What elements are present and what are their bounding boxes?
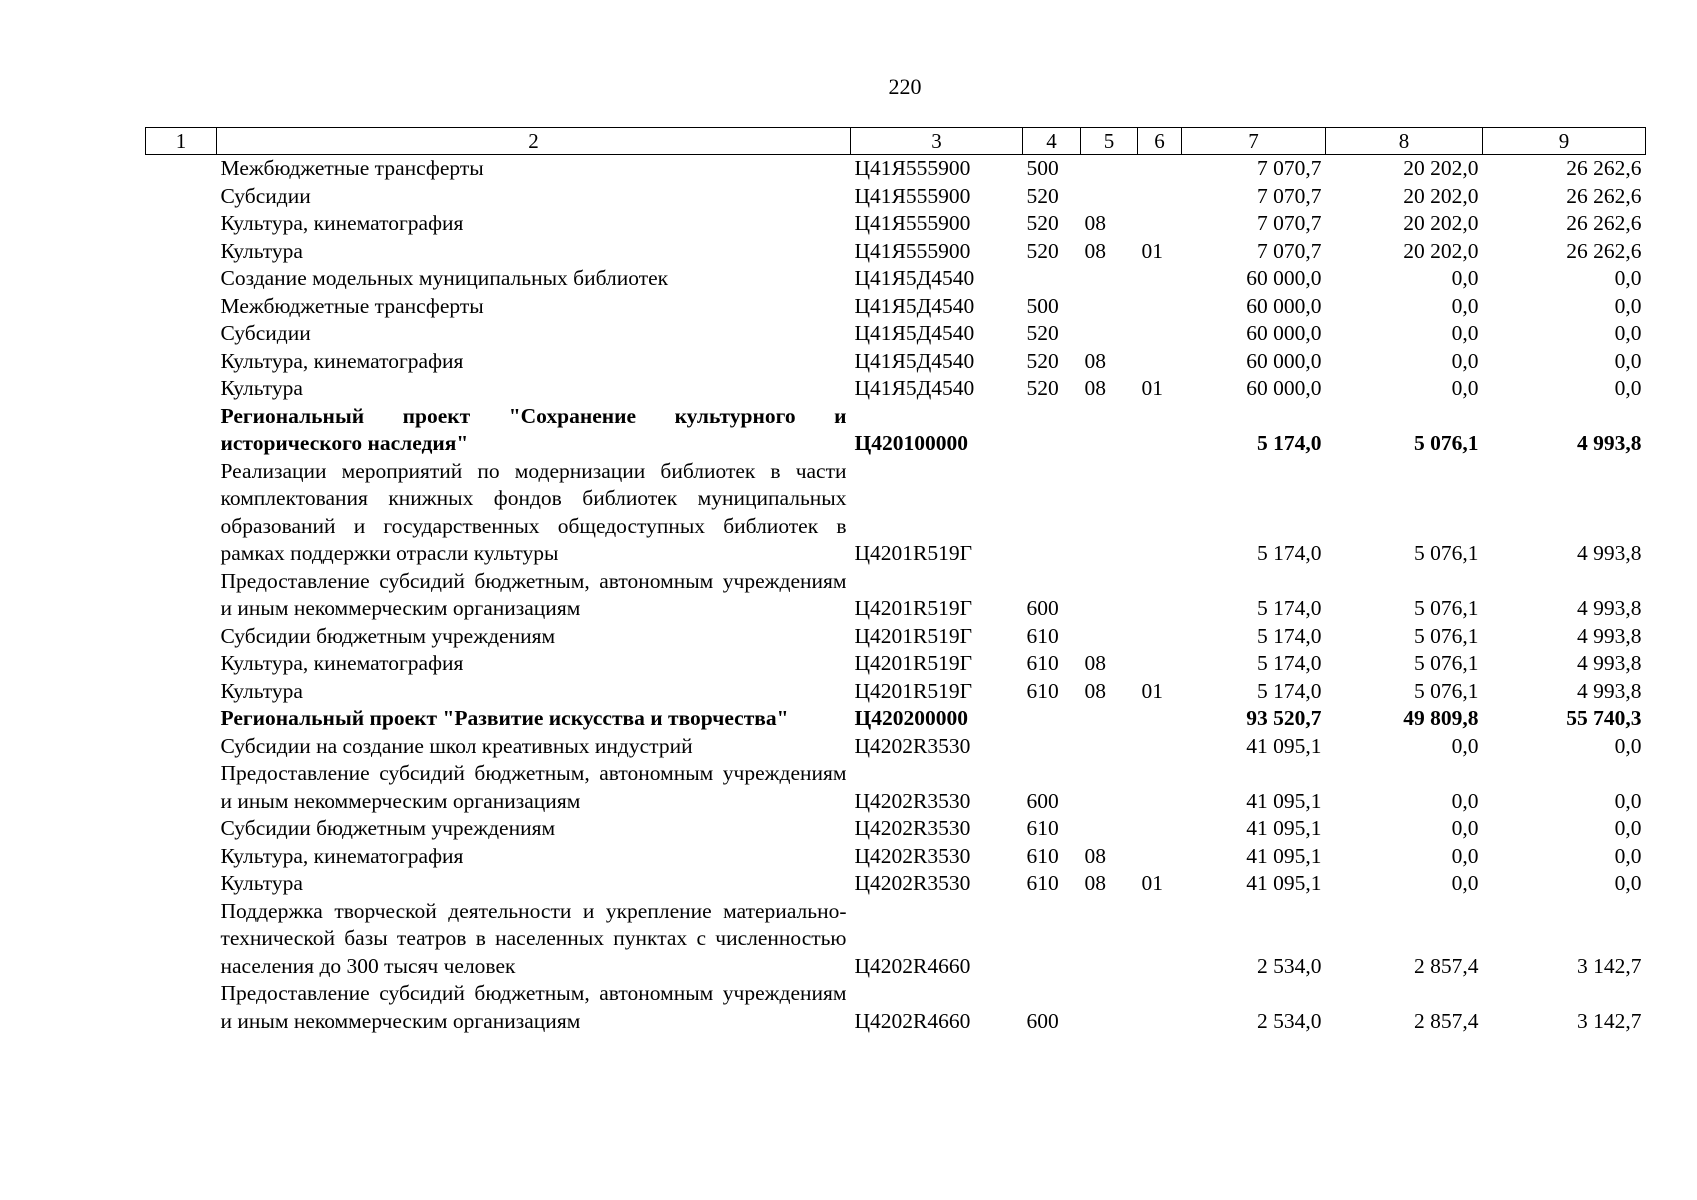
target-code: Ц41Я5Д4540 <box>854 348 975 373</box>
empty-cell <box>146 980 217 1035</box>
row-name: Культура, кинематография <box>220 651 464 675</box>
expense-type <box>1023 733 1081 761</box>
amount-col-8: 49 809,8 <box>1403 706 1479 730</box>
column-header: 9 <box>1483 128 1646 155</box>
target-code: Ц4201R519Г <box>854 678 973 703</box>
target-code: Ц4201R519Г <box>854 541 973 565</box>
row-name: Предоставление субсидий бюджетным, автономным учреждениям и иным некоммерческим организациям <box>220 981 847 1033</box>
table-row <box>146 870 1646 898</box>
empty-cell <box>146 623 217 651</box>
table-body <box>146 155 1646 1036</box>
amount-col-9: 0,0 <box>1614 293 1642 318</box>
empty-cell <box>146 870 217 898</box>
column-header: 2 <box>217 128 851 155</box>
row-name: Межбюджетные трансферты <box>220 156 484 180</box>
section-code <box>1081 815 1138 843</box>
amount-col-9: 26 262,6 <box>1566 156 1642 180</box>
section-code: 08 <box>1084 871 1106 895</box>
expense-type: 520 <box>1026 211 1059 235</box>
target-code: Ц41Я5Д4540 <box>854 266 975 290</box>
table-row <box>146 375 1646 403</box>
section-code <box>1081 320 1138 348</box>
empty-cell <box>146 210 217 238</box>
amount-col-8: 20 202,0 <box>1403 183 1479 208</box>
table-row <box>146 623 1646 651</box>
expense-type: 520 <box>1026 348 1059 373</box>
subsection-code <box>1138 705 1182 733</box>
target-code: Ц4202R3530 <box>854 788 971 813</box>
section-code <box>1081 898 1138 981</box>
amount-col-8: 0,0 <box>1451 321 1479 345</box>
amount-col-7: 2 534,0 <box>1257 1008 1322 1033</box>
amount-col-9: 4 993,8 <box>1577 541 1642 565</box>
target-code: Ц4201R519Г <box>854 596 973 620</box>
table-row <box>146 348 1646 376</box>
section-code: 08 <box>1084 211 1106 235</box>
amount-col-8: 0,0 <box>1451 293 1479 318</box>
column-header: 3 <box>851 128 1023 155</box>
empty-cell <box>146 348 217 376</box>
row-name: Межбюджетные трансферты <box>220 293 484 318</box>
amount-col-7: 60 000,0 <box>1246 266 1322 290</box>
amount-col-9: 4 993,8 <box>1577 651 1642 675</box>
expense-type: 600 <box>1026 1008 1059 1033</box>
table-row <box>146 843 1646 871</box>
amount-col-8: 5 076,1 <box>1414 596 1479 620</box>
section-code <box>1081 705 1138 733</box>
target-code: Ц4202R3530 <box>854 733 971 758</box>
section-code: 08 <box>1084 238 1106 263</box>
row-name: Субсидии бюджетным учреждениям <box>220 816 556 840</box>
target-code: Ц420200000 <box>854 706 968 730</box>
row-name: Культура <box>220 238 303 263</box>
amount-col-7: 5 174,0 <box>1257 431 1322 455</box>
target-code: Ц41Я555900 <box>854 238 971 263</box>
amount-col-7: 5 174,0 <box>1257 678 1322 703</box>
header-row <box>146 128 1646 155</box>
section-code <box>1081 568 1138 623</box>
table-row <box>146 815 1646 843</box>
table-row <box>146 678 1646 706</box>
amount-col-8: 20 202,0 <box>1403 211 1479 235</box>
amount-col-8: 0,0 <box>1451 788 1479 813</box>
section-code <box>1081 980 1138 1035</box>
expense-type <box>1023 705 1081 733</box>
expense-type: 610 <box>1026 651 1059 675</box>
section-code <box>1081 183 1138 211</box>
table-row <box>146 568 1646 623</box>
target-code: Ц4202R3530 <box>854 816 971 840</box>
empty-cell <box>146 843 217 871</box>
subsection-code <box>1138 898 1182 981</box>
column-header: 1 <box>146 128 217 155</box>
amount-col-7: 5 174,0 <box>1257 623 1322 648</box>
expense-type: 500 <box>1026 293 1059 318</box>
amount-col-7: 5 174,0 <box>1257 651 1322 675</box>
target-code: Ц4202R3530 <box>854 843 971 868</box>
target-code: Ц420100000 <box>854 431 968 455</box>
empty-cell <box>146 238 217 266</box>
amount-col-9: 4 993,8 <box>1577 431 1642 455</box>
subsection-code <box>1138 815 1182 843</box>
amount-col-9: 26 262,6 <box>1566 211 1642 235</box>
amount-col-7: 41 095,1 <box>1246 816 1322 840</box>
target-code: Ц41Я5Д4540 <box>854 321 975 345</box>
empty-cell <box>146 458 217 568</box>
amount-col-8: 5 076,1 <box>1414 651 1479 675</box>
column-header: 6 <box>1138 128 1182 155</box>
section-code: 08 <box>1084 678 1106 703</box>
amount-col-8: 5 076,1 <box>1414 678 1479 703</box>
target-code: Ц41Я5Д4540 <box>854 376 975 400</box>
target-code: Ц4202R3530 <box>854 871 971 895</box>
amount-col-9: 4 993,8 <box>1577 623 1642 648</box>
subsection-code <box>1138 320 1182 348</box>
section-code <box>1081 265 1138 293</box>
subsection-code: 01 <box>1141 871 1163 895</box>
empty-cell <box>146 678 217 706</box>
section-code <box>1081 623 1138 651</box>
amount-col-7: 60 000,0 <box>1246 293 1322 318</box>
row-name: Предоставление субсидий бюджетным, автономным учреждениям и иным некоммерческим организациям <box>220 761 847 813</box>
amount-col-7: 41 095,1 <box>1246 843 1322 868</box>
empty-cell <box>146 183 217 211</box>
amount-col-8: 2 857,4 <box>1414 1008 1479 1033</box>
table-row <box>146 183 1646 211</box>
section-code <box>1081 155 1138 183</box>
empty-cell <box>146 155 217 183</box>
amount-col-7: 5 174,0 <box>1257 541 1322 565</box>
empty-cell <box>146 898 217 981</box>
amount-col-8: 20 202,0 <box>1403 156 1479 180</box>
subsection-code <box>1138 623 1182 651</box>
subsection-code <box>1138 183 1182 211</box>
empty-cell <box>146 320 217 348</box>
empty-cell <box>146 375 217 403</box>
expense-type: 610 <box>1026 843 1059 868</box>
amount-col-8: 0,0 <box>1451 266 1479 290</box>
amount-col-7: 5 174,0 <box>1257 596 1322 620</box>
table-row <box>146 898 1646 981</box>
amount-col-8: 0,0 <box>1451 376 1479 400</box>
expense-type: 600 <box>1026 788 1059 813</box>
table-row <box>146 733 1646 761</box>
amount-col-9: 26 262,6 <box>1566 238 1642 263</box>
subsection-code <box>1138 348 1182 376</box>
empty-cell <box>146 733 217 761</box>
empty-cell <box>146 815 217 843</box>
expense-type: 610 <box>1026 678 1059 703</box>
page-number: 220 <box>888 74 922 99</box>
subsection-code <box>1138 265 1182 293</box>
amount-col-7: 7 070,7 <box>1257 156 1322 180</box>
subsection-code <box>1138 980 1182 1035</box>
subsection-code <box>1138 403 1182 458</box>
expense-type: 520 <box>1026 321 1059 345</box>
amount-col-7: 60 000,0 <box>1246 376 1322 400</box>
empty-cell <box>146 403 217 458</box>
subsection-code: 01 <box>1141 376 1163 400</box>
amount-col-9: 3 142,7 <box>1577 953 1642 978</box>
section-code: 08 <box>1084 843 1106 868</box>
target-code: Ц4201R519Г <box>854 651 973 675</box>
section-code <box>1081 403 1138 458</box>
row-name: Культура <box>220 678 303 703</box>
table-row <box>146 293 1646 321</box>
row-name: Создание модельных муниципальных библиотек <box>220 266 669 290</box>
subsection-code: 01 <box>1141 678 1163 703</box>
amount-col-9: 3 142,7 <box>1577 1008 1642 1033</box>
amount-col-9: 0,0 <box>1614 266 1642 290</box>
section-code <box>1081 760 1138 815</box>
expense-type: 520 <box>1026 238 1059 263</box>
table-row <box>146 705 1646 733</box>
row-name: Субсидии <box>220 321 311 345</box>
row-name: Культура, кинематография <box>220 843 464 868</box>
row-name: Субсидии бюджетным учреждениям <box>220 623 556 648</box>
table-row <box>146 650 1646 678</box>
table-row <box>146 458 1646 568</box>
amount-col-9: 0,0 <box>1614 816 1642 840</box>
row-name: Региональный проект "Сохранение культурного и исторического наследия" <box>220 403 847 455</box>
amount-col-7: 93 520,7 <box>1246 706 1322 730</box>
table-row <box>146 155 1646 183</box>
amount-col-9: 0,0 <box>1614 733 1642 758</box>
column-header: 5 <box>1081 128 1138 155</box>
amount-col-7: 41 095,1 <box>1246 788 1322 813</box>
table-row <box>146 760 1646 815</box>
amount-col-9: 0,0 <box>1614 348 1642 373</box>
subsection-code <box>1138 733 1182 761</box>
amount-col-9: 4 993,8 <box>1577 678 1642 703</box>
amount-col-9: 0,0 <box>1614 376 1642 400</box>
target-code: Ц4202R4660 <box>854 1008 971 1033</box>
expense-type: 610 <box>1026 871 1059 895</box>
row-name: Поддержка творческой деятельности и укрепление материально-технической базы театров в населенных пунктах с численностью населения до 300 тысяч человек <box>220 898 847 978</box>
table-row <box>146 320 1646 348</box>
target-code: Ц41Я5Д4540 <box>854 293 975 318</box>
row-name: Культура, кинематография <box>220 211 464 235</box>
amount-col-7: 60 000,0 <box>1246 321 1322 345</box>
row-name: Реализации мероприятий по модернизации библиотек в части комплектования книжных фондов библиотек муниципальных образований и государственных общедоступных библиотек в рамках поддержки отрасли культуры <box>220 458 847 565</box>
amount-col-7: 2 534,0 <box>1257 953 1322 978</box>
amount-col-8: 0,0 <box>1451 348 1479 373</box>
amount-col-8: 5 076,1 <box>1414 623 1479 648</box>
expense-type <box>1023 458 1081 568</box>
row-name: Культура <box>220 871 303 895</box>
column-header: 8 <box>1326 128 1483 155</box>
table-row <box>146 265 1646 293</box>
column-header: 4 <box>1023 128 1081 155</box>
expense-type: 600 <box>1026 596 1059 620</box>
expense-type: 520 <box>1026 376 1059 400</box>
subsection-code <box>1138 155 1182 183</box>
section-code <box>1081 458 1138 568</box>
subsection-code <box>1138 293 1182 321</box>
target-code: Ц41Я555900 <box>854 211 971 235</box>
expense-type: 610 <box>1026 623 1059 648</box>
table-row <box>146 403 1646 458</box>
empty-cell <box>146 650 217 678</box>
row-name: Культура, кинематография <box>220 348 464 373</box>
amount-col-8: 0,0 <box>1451 871 1479 895</box>
empty-cell <box>146 760 217 815</box>
section-code: 08 <box>1084 651 1106 675</box>
amount-col-9: 0,0 <box>1614 843 1642 868</box>
amount-col-8: 20 202,0 <box>1403 238 1479 263</box>
target-code: Ц4202R4660 <box>854 953 971 978</box>
column-header: 7 <box>1182 128 1326 155</box>
section-code <box>1081 733 1138 761</box>
empty-cell <box>146 265 217 293</box>
amount-col-9: 55 740,3 <box>1566 706 1642 730</box>
row-name: Субсидии на создание школ креативных индустрий <box>220 733 693 758</box>
subsection-code: 01 <box>1141 238 1163 263</box>
table-row <box>146 238 1646 266</box>
amount-col-7: 7 070,7 <box>1257 238 1322 263</box>
row-name: Культура <box>220 376 303 400</box>
target-code: Ц41Я555900 <box>854 156 971 180</box>
table-row <box>146 980 1646 1035</box>
target-code: Ц4201R519Г <box>854 623 973 648</box>
row-name: Субсидии <box>220 183 311 208</box>
amount-col-7: 7 070,7 <box>1257 211 1322 235</box>
section-code: 08 <box>1084 348 1106 373</box>
subsection-code <box>1138 568 1182 623</box>
expense-type <box>1023 898 1081 981</box>
expense-type: 520 <box>1026 183 1059 208</box>
amount-col-7: 7 070,7 <box>1257 183 1322 208</box>
amount-col-8: 0,0 <box>1451 843 1479 868</box>
table-row <box>146 210 1646 238</box>
amount-col-7: 41 095,1 <box>1246 733 1322 758</box>
amount-col-9: 0,0 <box>1614 321 1642 345</box>
empty-cell <box>146 705 217 733</box>
amount-col-9: 4 993,8 <box>1577 596 1642 620</box>
empty-cell <box>146 568 217 623</box>
subsection-code <box>1138 760 1182 815</box>
subsection-code <box>1138 843 1182 871</box>
amount-col-8: 2 857,4 <box>1414 953 1479 978</box>
expense-type: 500 <box>1026 156 1059 180</box>
target-code: Ц41Я555900 <box>854 183 971 208</box>
row-name: Региональный проект "Развитие искусства и творчества" <box>220 706 789 730</box>
amount-col-9: 0,0 <box>1614 788 1642 813</box>
subsection-code <box>1138 650 1182 678</box>
amount-col-7: 60 000,0 <box>1246 348 1322 373</box>
empty-cell <box>146 293 217 321</box>
amount-col-8: 5 076,1 <box>1414 431 1479 455</box>
expense-type <box>1023 265 1081 293</box>
expense-type <box>1023 403 1081 458</box>
amount-col-7: 41 095,1 <box>1246 871 1322 895</box>
amount-col-9: 26 262,6 <box>1566 183 1642 208</box>
subsection-code <box>1138 458 1182 568</box>
subsection-code <box>1138 210 1182 238</box>
row-name: Предоставление субсидий бюджетным, автономным учреждениям и иным некоммерческим организациям <box>220 568 847 620</box>
amount-col-9: 0,0 <box>1614 871 1642 895</box>
amount-col-8: 0,0 <box>1451 733 1479 758</box>
budget-table <box>145 127 1646 1035</box>
section-code <box>1081 293 1138 321</box>
amount-col-8: 5 076,1 <box>1414 541 1479 565</box>
amount-col-8: 0,0 <box>1451 816 1479 840</box>
section-code: 08 <box>1084 376 1106 400</box>
expense-type: 610 <box>1026 816 1059 840</box>
